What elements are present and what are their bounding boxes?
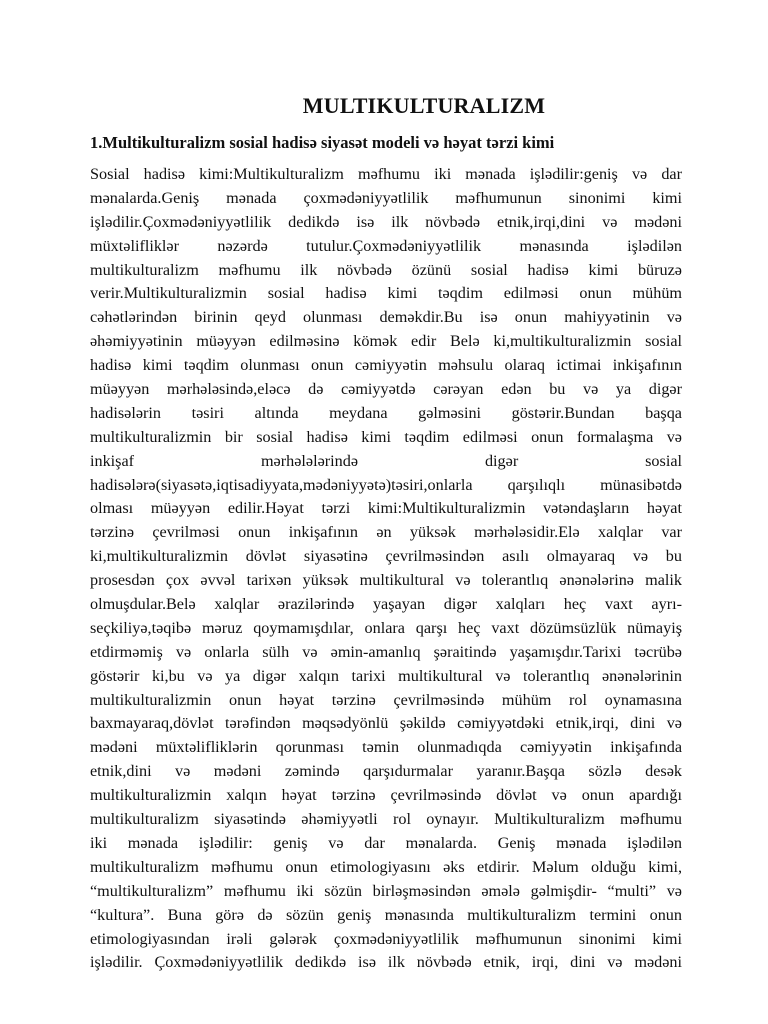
text-line: etnik,dini və mədəni zəmində qarşıdurmalar yaranır.Başqa sözlə desək <box>90 762 682 781</box>
text-line: “kultura”. Buna görə də sözün geniş mənasında multikulturalizm termini onun <box>90 905 682 924</box>
text-line: etdirməmiş və onlarla sülh və əmin-amanlıq şəraitində yaşamışdır.Tarixi təcrübə <box>90 642 682 661</box>
text-line: ki,multikulturalizmin dövlət siyasətinə çevrilməsindən asılı olmayaraq və bu <box>90 547 682 566</box>
text-line: multikulturalizm siyasətində əhəmiyyətli rol oynayır. Multikulturalizm məfhumu <box>90 810 682 829</box>
body-paragraph <box>90 163 682 975</box>
text-line: olması müəyyən edilir.Həyat tərzi kimi:Multikulturalizmin vətəndaşların həyat <box>90 499 682 518</box>
text-line: mənalarda.Geniş mənada çoxmədəniyyətlilik məfhumunun sinonimi kimi <box>90 188 683 207</box>
text-line: “multikulturalizm” məfhumu iki sözün birləşməsindən əmələ gəlmişdir- “multi” və <box>90 881 682 900</box>
text-line: Sosial hadisə kimi:Multikulturalizm məfhumu iki mənada işlədilir:geniş və dar <box>90 165 682 183</box>
document-title: MULTIKULTURALIZM <box>302 93 546 118</box>
text-line: göstərir ki,bu və ya digər xalqın tarixi multikultural və tolerantlıq ənənələrinin <box>90 666 682 685</box>
text-line: etimologiyasından irəli gələrək çoxmədəniyyətlilik məfhumunun sinonimi kimi <box>90 929 682 948</box>
text-line: prosesdən çox əvvəl tarixən yüksək multikultural və tolerantlıq ənənələrinə malik <box>90 571 682 590</box>
text-line: işlədilir.Çoxmədəniyyətlilik dedikdə isə ilk növbədə etnik,irqi,dini və mədəni <box>90 212 682 231</box>
text-line: hadisələrin təsiri altında meydana gəlməsini göstərir.Bundan başqa <box>90 403 682 422</box>
text-line: olmuşdular.Belə xalqlar ərazilərində yaşayan digər xalqları heç vaxt ayrı- <box>90 595 682 614</box>
text-line: multikulturalizmin onun həyat tərzinə çevrilməsində mühüm rol oynamasına <box>90 690 682 709</box>
text-line: inkişaf mərhələlərində digər sosial <box>90 451 682 470</box>
text-line: seçkiliyə,təqibə məruz qoymamışdılar, onlara qarşı heç vaxt dözümsüzlük nümayiş <box>90 618 682 637</box>
text-line: multikulturalizmin bir sosial hadisə kimi təqdim edilməsi onun formalaşma və <box>90 427 682 446</box>
text-line: multikulturalizmin xalqın həyat tərzinə çevrilməsində dövlət və onun apardığı <box>90 786 682 805</box>
text-line: işlədilir. Çoxmədəniyyətlilik dedikdə isə ilk növbədə etnik, irqi, dini və mədəni <box>90 953 682 972</box>
text-line: iki mənada işlədilir: geniş və dar mənalarda. Geniş mənada işlədilən <box>90 833 682 852</box>
text-line: verir.Multikulturalizmin sosial hadisə kimi təqdim edilməsi onun mühüm <box>90 284 683 303</box>
text-line: hadisə kimi təqdim olunması onun cəmiyyətin məhsulu olaraq ictimai inkişafının <box>90 356 682 375</box>
text-line: multikulturalizm məfhumu ilk növbədə özünü sosial hadisə kimi büruzə <box>90 260 682 279</box>
text-line: mədəni müxtəlifliklərin qorunması təmin olunmadıqda cəmiyyətin inkişafında <box>90 738 682 757</box>
text-line: baxmayaraq,dövlət tərəfindən məqsədyönlü şəkildə cəmiyyətdəki etnik,irqi, dini və <box>90 714 682 733</box>
text-line: müxtəlifliklər nəzərdə tutulur.Çoxmədəniyyətlilik mənasında işlədilən <box>90 236 682 255</box>
text-line: hadisələrə(siyasətə,iqtisadiyyata,mədəniyyətə)təsiri,onlarla qarşılıqlı münasibətdə <box>90 475 682 494</box>
text-line: əhəmiyyətinin müəyyən edilməsinə kömək edir Belə ki,multikulturalizmin sosial <box>90 332 682 351</box>
text-line: müəyyən mərhələsində,eləcə də cəmiyyətdə cərəyan edən bu və ya digər <box>90 380 682 399</box>
text-line: cəhətlərindən birinin qeyd olunması deməkdir.Bu isə onun mahiyyətinin və <box>90 308 682 327</box>
text-line: tərzinə çevrilməsi onun inkişafının ən yüksək mərhələsidir.Elə xalqlar var <box>90 523 682 542</box>
section-heading: 1.Multikulturalizm sosial hadisə siyasət modeli və həyat tərzi kimi <box>90 133 555 152</box>
text-line: multikulturalizm məfhumu onun etimologiyasını əks etdirir. Məlum olduğu kimi, <box>90 857 682 876</box>
